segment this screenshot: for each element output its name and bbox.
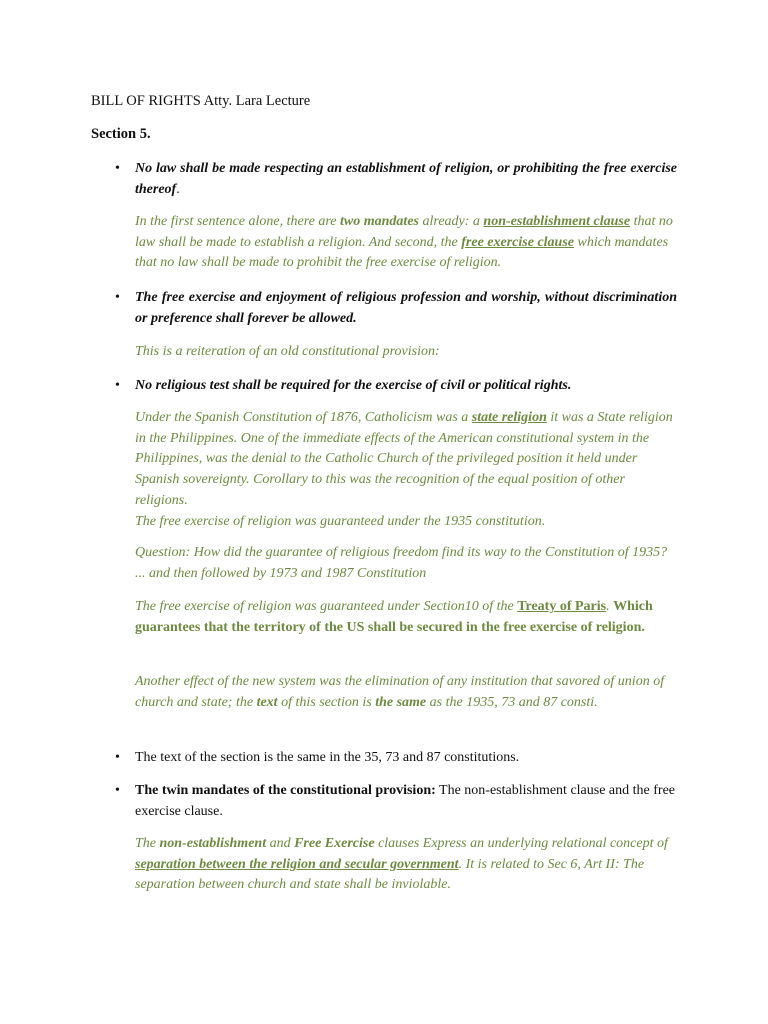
- bullet-text: The non-establishment clause and the free exercise clause.: [135, 783, 675, 819]
- note-text: that no law shall be made to establish a religion. And second, the: [135, 214, 673, 250]
- bullet-marker: •: [115, 290, 120, 305]
- note-text: Under the Spanish Constitution of 1876, Catholicism was a: [135, 410, 472, 425]
- bullet-bold-lead: The twin mandates of the constitutional provision:: [135, 783, 436, 798]
- note-text: .: [606, 599, 614, 614]
- note-text: Another effect of the new system was the elimination of any institution that savored of union of church and state; the: [135, 674, 665, 710]
- bullet-item-4: The text of the section is the same in the 35, 73 and 87 constitutions.: [135, 750, 520, 765]
- note-emphasis: Which guarantees that the territory of the US shall be secured in the free exercise of religion.: [135, 599, 653, 635]
- bullet-text: No religious test shall be required for the exercise of civil or political rights.: [135, 378, 572, 393]
- note-text: The: [135, 836, 160, 851]
- note-text: it was a State religion in the Philippines. One of the immediate effects of the American constitutional system in the Philippines, was the denial to the Catholic Church of the privileged position it held under Spanish sovereignty. Corollary to this was the recognition of the equal position of other religions.: [135, 410, 673, 508]
- bullet-item-3: [135, 375, 677, 396]
- note-text: of this section is: [277, 694, 376, 710]
- bullet-item-2: [135, 287, 677, 329]
- note-emphasis: separation between the religion and secular government: [135, 856, 459, 872]
- bullet-marker: •: [115, 750, 120, 765]
- note-emphasis: non-establishment: [159, 836, 267, 851]
- bullet-item-5: [135, 780, 677, 822]
- note-emphasis: Free Exercise: [294, 836, 375, 851]
- note-emphasis: non-establishment clause: [483, 214, 631, 229]
- note-new-system: [135, 672, 680, 713]
- note-text: . It is related to Sec 6, Art II: The separation between church and state shall be inviolable.: [135, 856, 645, 893]
- bullet-item-1: [135, 158, 677, 200]
- note-emphasis: free exercise clause: [461, 234, 574, 250]
- note-text: The free exercise of religion was guaranteed under Section10 of the: [135, 599, 518, 614]
- note-separation: [135, 834, 680, 896]
- note-question: Question: How did the guarantee of religious freedom find its way to the Constitution of 1935? ... and then followed by 1973 and 1987 Constitution: [135, 545, 668, 581]
- section-heading: Section 5.: [91, 126, 151, 142]
- note-spanish-constitution: [135, 408, 680, 532]
- bullet-marker: •: [115, 161, 120, 176]
- bullet-text: The free exercise and enjoyment of religious profession and worship, without discrimination or preference shall forever be allowed.: [135, 290, 677, 326]
- note-treaty-of-paris: [135, 597, 680, 638]
- note-text: The free exercise of religion was guaranteed under the 1935 constitution.: [135, 513, 546, 529]
- bullet-marker: •: [115, 378, 120, 393]
- note-text: and: [266, 836, 295, 851]
- bullet-tail: .: [176, 182, 180, 197]
- note-text: already: a: [419, 214, 484, 229]
- note-text: In the first sentence alone, there are: [135, 214, 341, 229]
- note-text: as the 1935, 73 and 87 consti.: [426, 694, 598, 710]
- note-emphasis: the same: [375, 694, 427, 710]
- bullet-text: No law shall be made respecting an establishment of religion, or prohibiting the free exercise thereof: [135, 161, 677, 197]
- note-emphasis: Treaty of Paris: [517, 599, 607, 614]
- note-emphasis: text: [256, 694, 278, 710]
- note-emphasis: two mandates: [340, 214, 419, 229]
- note-text: clauses Express an underlying relational concept of: [374, 836, 668, 851]
- document-title: BILL OF RIGHTS Atty. Lara Lecture: [91, 93, 311, 109]
- note-reiteration: This is a reiteration of an old constitutional provision:: [135, 344, 440, 359]
- bullet-marker: •: [115, 783, 120, 798]
- note-text: which mandates that no law shall be made to prohibit the free exercise of religion.: [135, 234, 669, 271]
- note-two-mandates: [135, 212, 680, 274]
- note-emphasis: state religion: [471, 410, 547, 425]
